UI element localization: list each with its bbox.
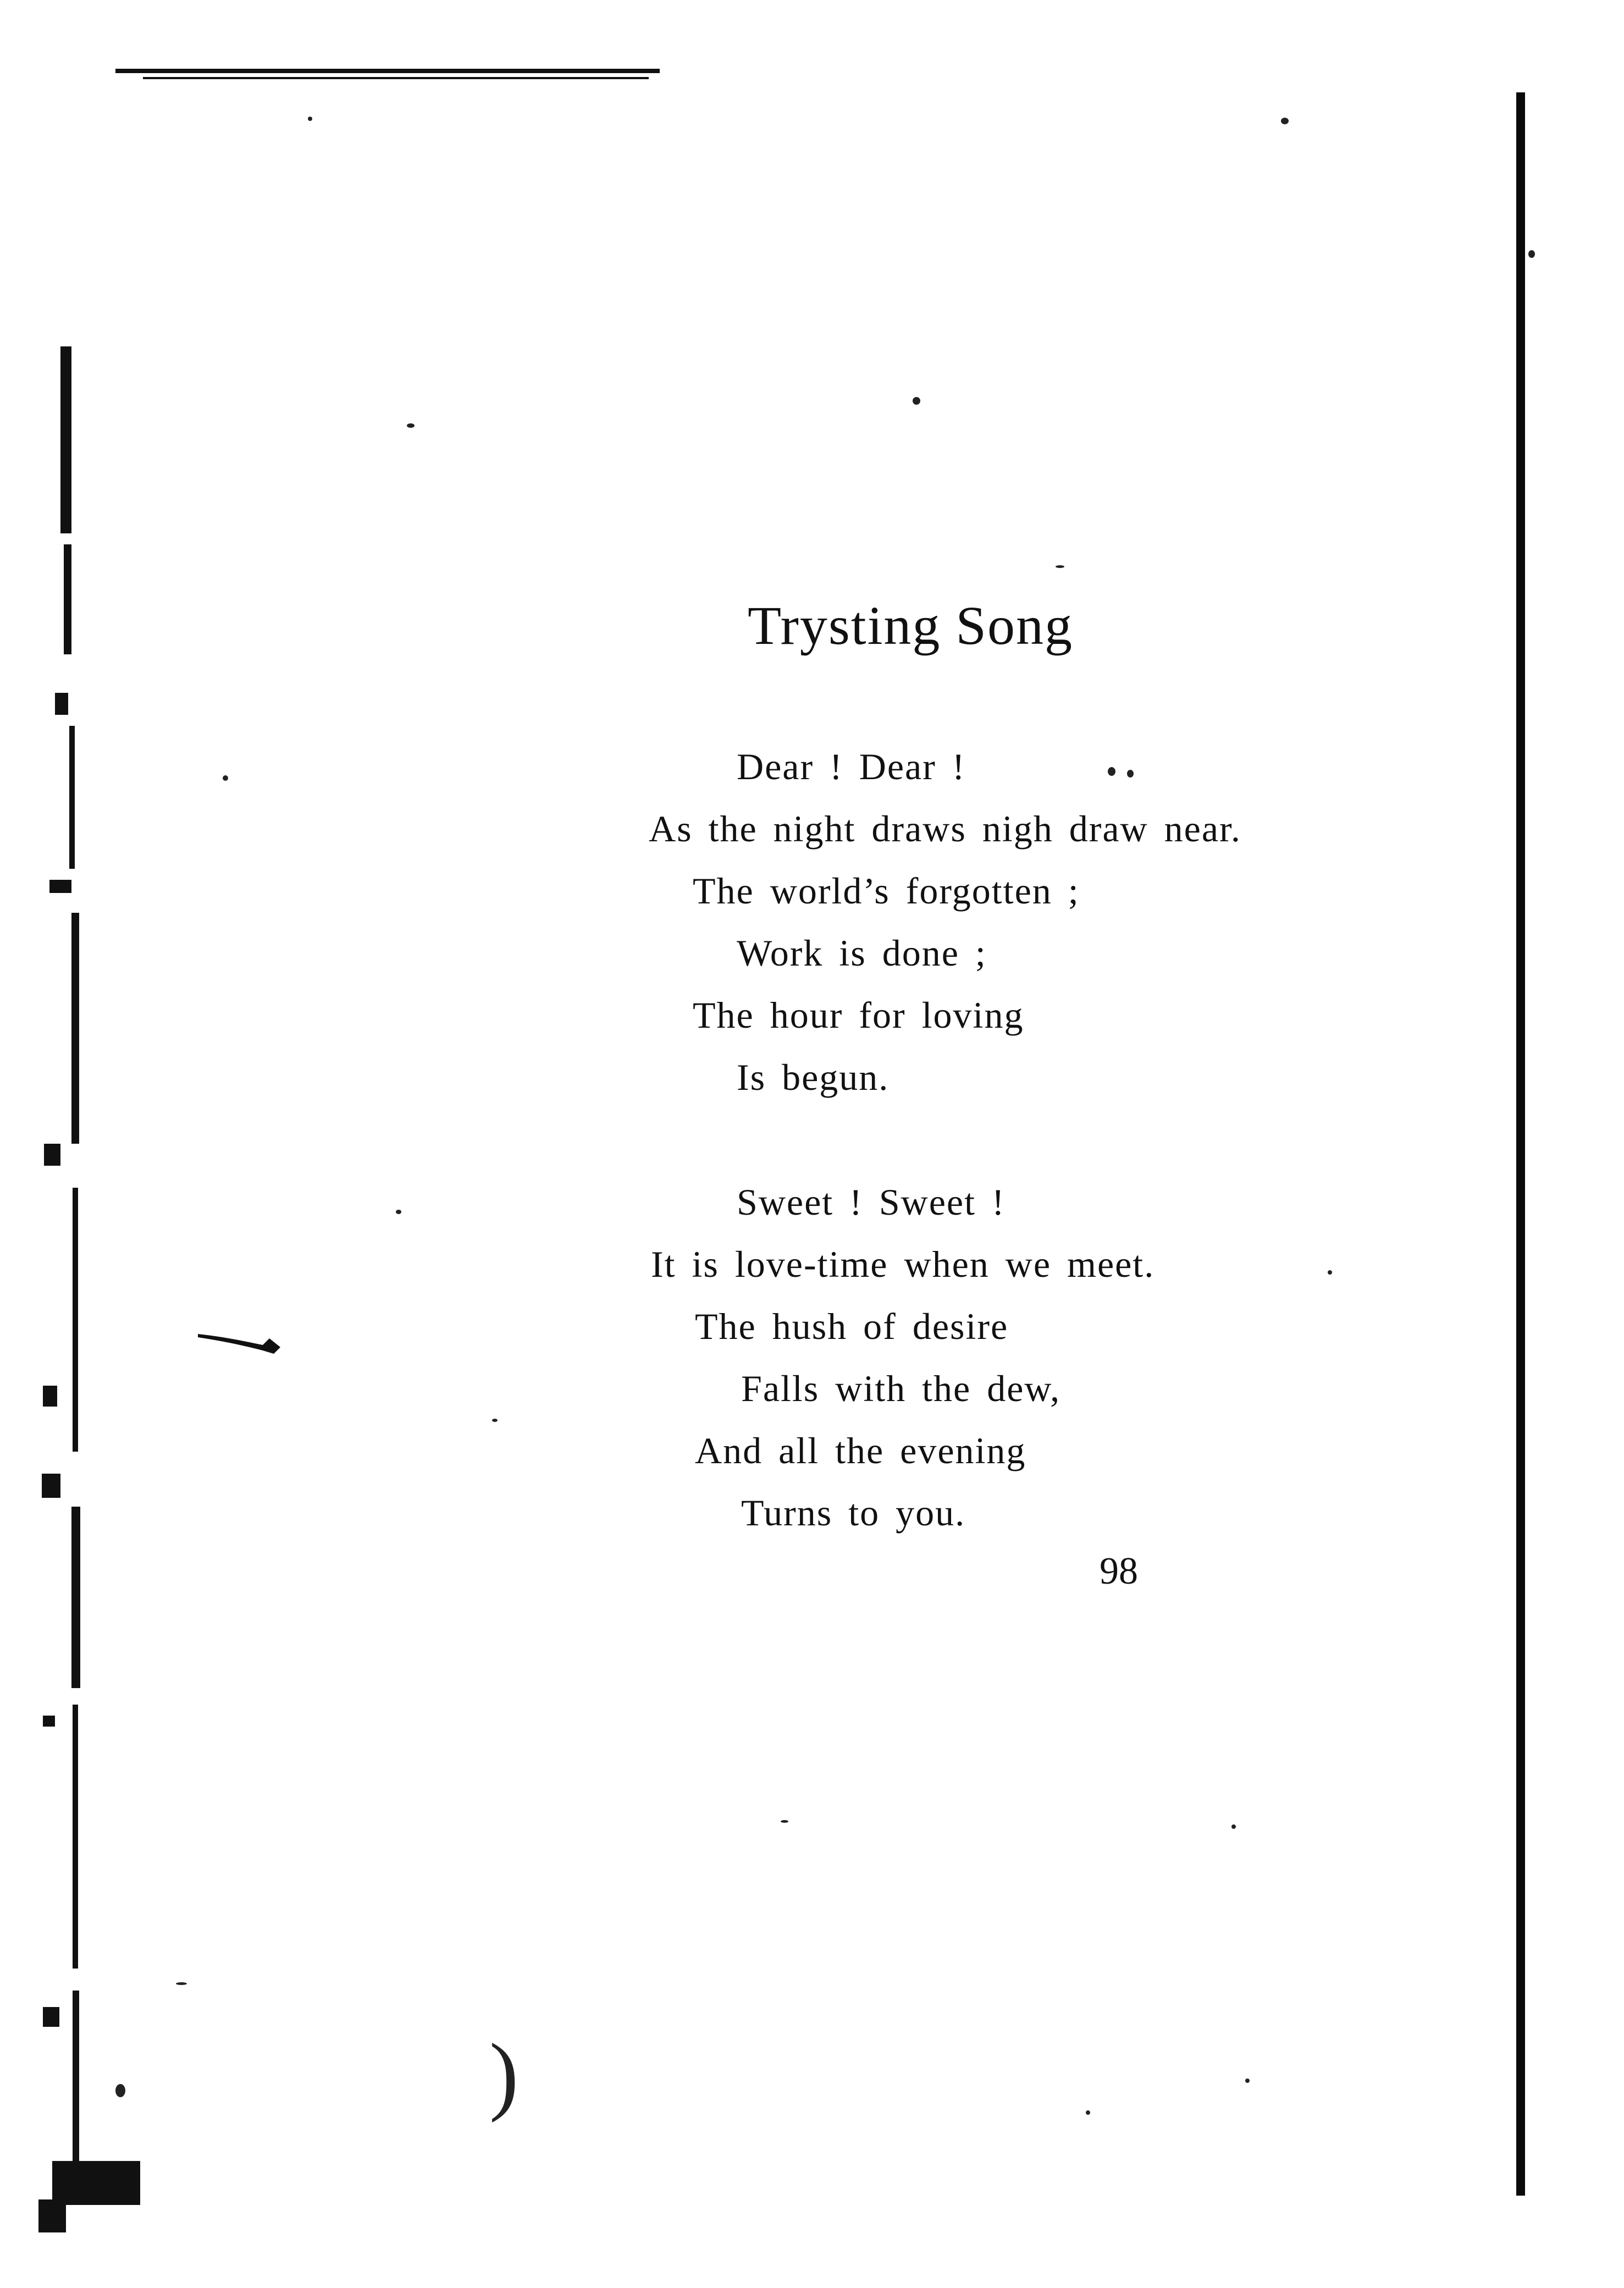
- right-border-rule: [1516, 92, 1525, 2196]
- poem-line: Dear ! Dear !: [737, 746, 966, 787]
- ink-smudge: [198, 1331, 280, 1354]
- binding-mark: [44, 1144, 60, 1166]
- paper-speck: [396, 1210, 401, 1214]
- binding-mark: [69, 726, 75, 869]
- paper-speck: [223, 775, 228, 781]
- binding-mark: [64, 544, 71, 654]
- paper-speck: [1245, 2079, 1250, 2083]
- paper-speck: [1108, 767, 1115, 776]
- binding-mark: [73, 1188, 78, 1452]
- poem-line: Is begun.: [737, 1056, 890, 1098]
- paper-speck: [407, 423, 415, 428]
- paper-speck: [176, 1982, 187, 1985]
- page-number: 98: [1100, 1550, 1138, 1592]
- binding-mark: [49, 880, 71, 893]
- poem-line: As the night draws nigh draw near.: [649, 808, 1241, 850]
- poem-title: Trysting Song: [748, 595, 1073, 656]
- binding-mark: [43, 2007, 59, 2027]
- paper-speck: [1231, 1824, 1236, 1829]
- binding-mark: [43, 1386, 57, 1407]
- poem-line: And all the evening: [695, 1430, 1026, 1471]
- paper-speck: [1086, 2110, 1090, 2115]
- paper-speck: [492, 1419, 498, 1422]
- paper-speck: [1056, 565, 1064, 568]
- binding-mark: [71, 1507, 80, 1688]
- binding-mark: [73, 1991, 79, 2172]
- poem-line: Falls with the dew,: [741, 1368, 1061, 1409]
- paper-speck: [781, 1820, 788, 1823]
- binding-mark: [55, 693, 68, 715]
- paper-speck: [1528, 250, 1535, 258]
- paper-speck: [1328, 1270, 1332, 1275]
- poem-line: The world’s forgotten ;: [693, 870, 1080, 912]
- poem-line: The hour for loving: [693, 994, 1024, 1036]
- binding-mark: [71, 913, 79, 1144]
- paper-speck: [115, 2084, 125, 2097]
- binding-mark: [73, 1705, 78, 1969]
- poem-line: The hush of desire: [695, 1305, 1009, 1347]
- poem-line: Work is done ;: [737, 932, 987, 974]
- poem-line: Turns to you.: [741, 1492, 966, 1534]
- poem-line: Sweet ! Sweet !: [737, 1181, 1006, 1223]
- stray-mark-bracket: ): [489, 2025, 519, 2123]
- binding-edge: [38, 341, 99, 2205]
- paper-speck: [1281, 118, 1289, 124]
- paper-speck: [1127, 770, 1134, 778]
- paper-speck: [308, 117, 312, 121]
- paper-speck: [913, 397, 920, 405]
- binding-mark: [60, 346, 71, 533]
- binding-mark: [42, 1474, 60, 1498]
- binding-mark: [43, 1716, 55, 1727]
- top-border-rule: [115, 69, 660, 73]
- poem-line: It is love-time when we meet.: [651, 1243, 1155, 1285]
- corner-blot: [52, 2161, 140, 2205]
- top-border-rule-thin: [143, 77, 649, 79]
